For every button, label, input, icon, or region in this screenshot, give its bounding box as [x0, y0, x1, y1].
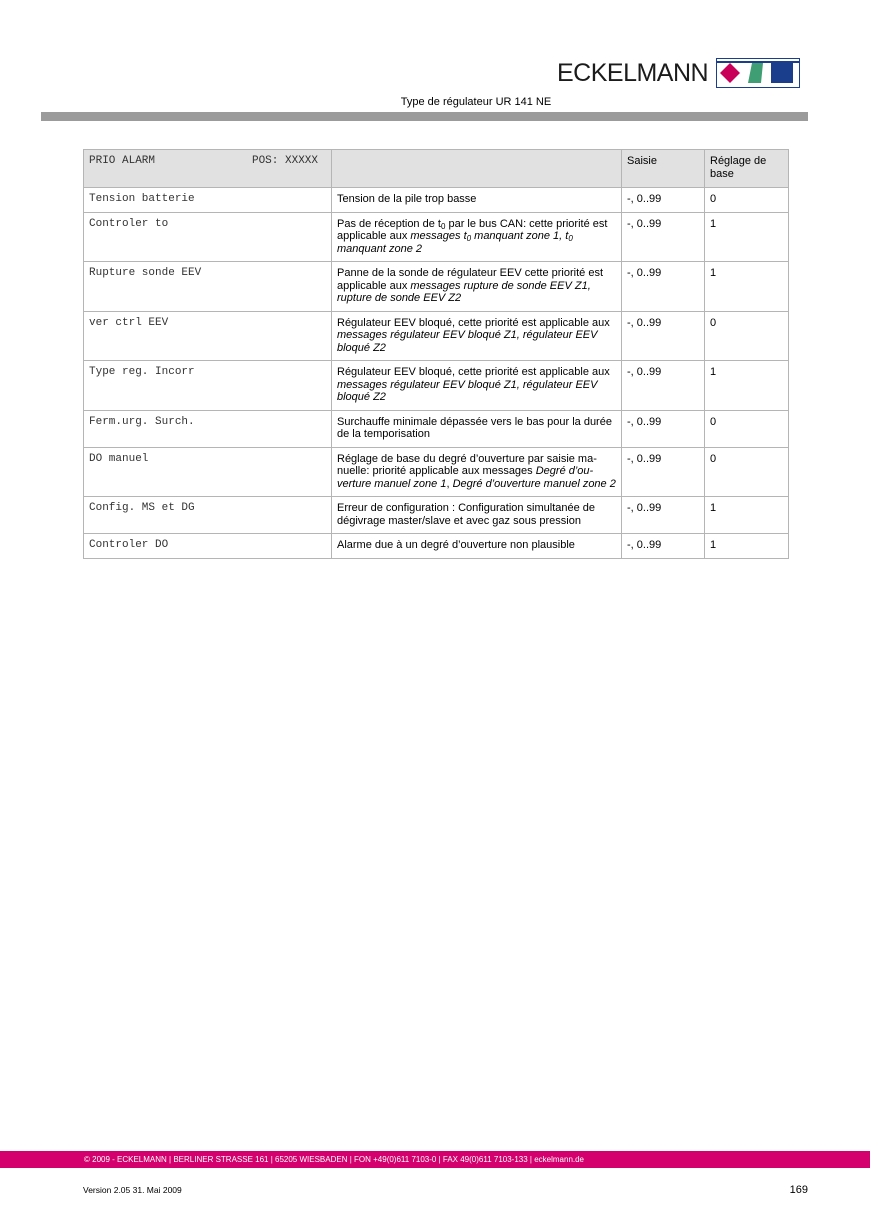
- param-cell: Type reg. Incorr: [84, 361, 332, 411]
- header-param: [84, 150, 332, 188]
- description-cell: Régulateur EEV bloqué, cette priorité est applicable aux messages régulateur EEV bloqué Z1, régulateur EEV bloqué Z2: [332, 311, 622, 361]
- param-cell: Rupture sonde EEV: [84, 262, 332, 312]
- header-divider-bar: [41, 112, 808, 121]
- eckelmann-logo: [557, 58, 800, 88]
- default-value-cell: 0: [705, 447, 789, 497]
- logo-wordmark: ECKELMANN: [557, 58, 709, 87]
- logo-squares-icon: [716, 58, 800, 88]
- document-title: Type de régulateur UR 141 NE: [400, 96, 552, 108]
- input-range-cell: -, 0..99: [622, 447, 705, 497]
- param-cell: Tension batterie: [84, 188, 332, 213]
- table-row: [84, 188, 789, 213]
- description-cell: Régulateur EEV bloqué, cette priorité est applicable aux messages régulateur EEV bloqué Z1, régulateur EEV bloqué Z2: [332, 361, 622, 411]
- input-range-cell: -, 0..99: [622, 534, 705, 559]
- table-row: [84, 534, 789, 559]
- version-date: Version 2.05 31. Mai 2009: [83, 1185, 182, 1195]
- table-row: [84, 361, 789, 411]
- table-row: [84, 311, 789, 361]
- table-header-row: [84, 150, 789, 188]
- default-value-cell: 1: [705, 497, 789, 534]
- description-cell: Tension de la pile trop basse: [332, 188, 622, 213]
- param-cell: ver ctrl EEV: [84, 311, 332, 361]
- default-value-cell: 0: [705, 311, 789, 361]
- input-range-cell: -, 0..99: [622, 212, 705, 262]
- param-cell: DO manuel: [84, 447, 332, 497]
- table-row: [84, 497, 789, 534]
- param-cell: Controler to: [84, 212, 332, 262]
- input-range-cell: -, 0..99: [622, 262, 705, 312]
- table-row: [84, 447, 789, 497]
- default-value-cell: 1: [705, 212, 789, 262]
- prio-alarm-table: [83, 149, 789, 559]
- param-cell: Controler DO: [84, 534, 332, 559]
- default-value-cell: 0: [705, 188, 789, 213]
- default-value-cell: 0: [705, 410, 789, 447]
- description-cell: Réglage de base du degré d’ouverture par saisie ma-nuelle: priorité applicable aux messages Degré d’ou-verture manuel zone 1, Degré d’ouverture manuel zone 2: [332, 447, 622, 497]
- param-cell: Ferm.urg. Surch.: [84, 410, 332, 447]
- header-saisie: Saisie: [622, 150, 705, 188]
- header-description: [332, 150, 622, 188]
- footer-address-bar: © 2009 - ECKELMANN | BERLINER STRASSE 161 | 65205 WIESBADEN | FON +49(0)611 7103-0 | FAX 49(0)611 7103-133 | eckelmann.de: [0, 1151, 870, 1168]
- input-range-cell: -, 0..99: [622, 311, 705, 361]
- default-value-cell: 1: [705, 361, 789, 411]
- default-value-cell: 1: [705, 262, 789, 312]
- table-row: [84, 262, 789, 312]
- input-range-cell: -, 0..99: [622, 410, 705, 447]
- description-cell: Panne de la sonde de régulateur EEV cette priorité est applicable aux messages rupture de sonde EEV Z1, rupture de sonde EEV Z2: [332, 262, 622, 312]
- header-reglage: Réglage de base: [705, 150, 789, 188]
- description-cell: Surchauffe minimale dépassée vers le bas pour la durée de la temporisation: [332, 410, 622, 447]
- description-cell: Alarme due à un degré d’ouverture non plausible: [332, 534, 622, 559]
- input-range-cell: -, 0..99: [622, 188, 705, 213]
- header-prio-alarm: PRIO ALARM: [89, 155, 156, 167]
- table-row: [84, 212, 789, 262]
- param-cell: Config. MS et DG: [84, 497, 332, 534]
- input-range-cell: -, 0..99: [622, 497, 705, 534]
- input-range-cell: -, 0..99: [622, 361, 705, 411]
- description-cell: Pas de réception de $t_0$ par le bus CAN: cette priorité est applicable aux messages $t_0$ manquant zone 1, $t_0$ manquant zone 2: [332, 212, 622, 262]
- page-number: 169: [789, 1184, 808, 1196]
- default-value-cell: 1: [705, 534, 789, 559]
- description-cell: Erreur de configuration : Configuration simultanée de dégivrage master/slave et avec gaz sous pression: [332, 497, 622, 534]
- header-pos: POS: XXXXX: [251, 155, 318, 167]
- table-row: [84, 410, 789, 447]
